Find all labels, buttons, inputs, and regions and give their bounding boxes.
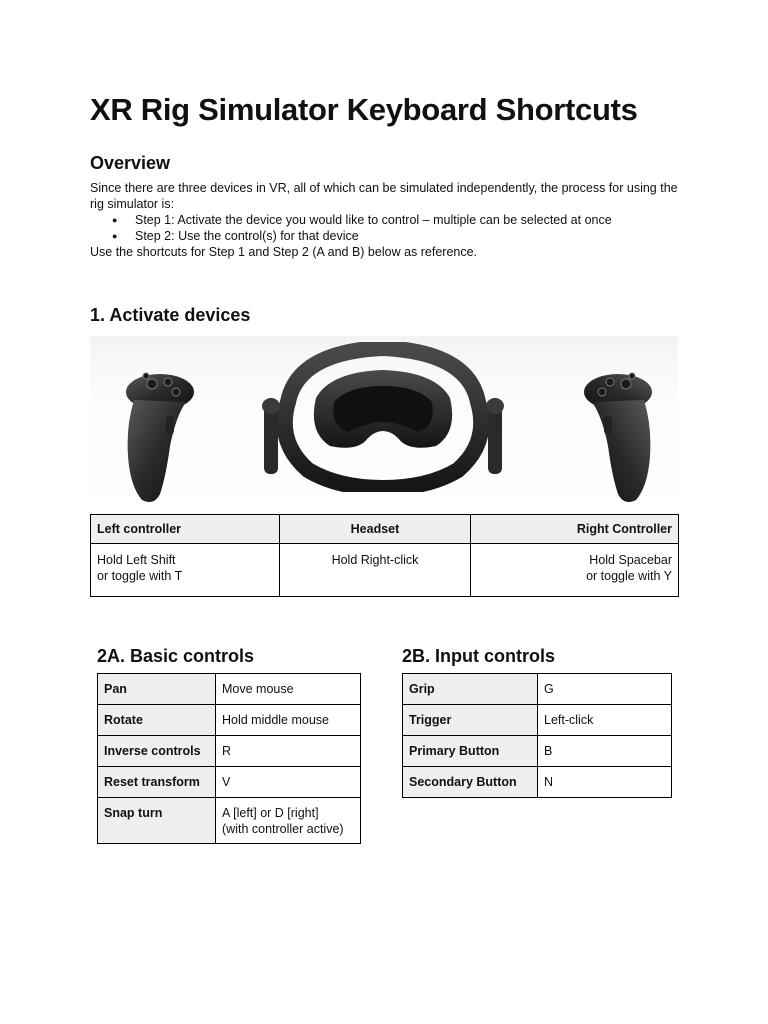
control-name: Snap turn xyxy=(98,798,216,844)
table-header-row xyxy=(91,515,679,544)
activate-devices-table xyxy=(90,514,679,597)
left-controller-shortcut: Hold Left Shift or toggle with T xyxy=(91,544,280,597)
page-title: XR Rig Simulator Keyboard Shortcuts xyxy=(90,92,638,127)
column-header-left-controller: Left controller xyxy=(91,515,280,544)
table-row xyxy=(98,736,361,767)
right-controller-shortcut: Hold Spacebar or toggle with Y xyxy=(471,544,679,597)
overview-intro: Since there are three devices in VR, all of which can be simulated independently, the process for using the rig simulator is: xyxy=(90,181,678,211)
table-row xyxy=(98,674,361,705)
activate-heading: 1. Activate devices xyxy=(90,305,251,325)
table-row xyxy=(91,544,679,597)
control-name: Reset transform xyxy=(98,767,216,798)
headset-shortcut: Hold Right-click xyxy=(279,544,471,597)
input-controls-heading: 2B. Input controls xyxy=(402,646,555,666)
control-name: Secondary Button xyxy=(403,767,538,798)
overview-body xyxy=(90,180,690,260)
control-name: Inverse controls xyxy=(98,736,216,767)
overview-heading: Overview xyxy=(90,153,171,173)
table-row xyxy=(98,705,361,736)
input-controls-table xyxy=(402,673,672,798)
control-name: Pan xyxy=(98,674,216,705)
right-controller-icon xyxy=(576,366,666,506)
control-name: Grip xyxy=(403,674,538,705)
basic-controls-table xyxy=(97,673,361,844)
step-item: ● Step 2: Use the control(s) for that device xyxy=(135,228,690,244)
table-row xyxy=(403,674,672,705)
overview-outro: Use the shortcuts for Step 1 and Step 2 (A and B) below as reference. xyxy=(90,245,478,259)
steps-list xyxy=(90,212,690,244)
step-item: ● Step 1: Activate the device you would like to control – multiple can be selected at once xyxy=(135,212,690,228)
left-controller-icon xyxy=(112,366,202,506)
control-shortcut: V xyxy=(216,767,361,798)
control-name: Trigger xyxy=(403,705,538,736)
control-shortcut: Left-click xyxy=(538,705,672,736)
control-shortcut: Hold middle mouse xyxy=(216,705,361,736)
control-shortcut: N xyxy=(538,767,672,798)
control-shortcut: A [left] or D [right] (with controller active) xyxy=(216,798,361,844)
table-row xyxy=(403,705,672,736)
table-row xyxy=(98,798,361,844)
column-header-headset: Headset xyxy=(279,515,471,544)
table-row xyxy=(403,736,672,767)
table-row xyxy=(403,767,672,798)
table-row xyxy=(98,767,361,798)
control-name: Rotate xyxy=(98,705,216,736)
control-shortcut: R xyxy=(216,736,361,767)
column-header-right-controller: Right Controller xyxy=(471,515,679,544)
control-name: Primary Button xyxy=(403,736,538,767)
basic-controls-heading: 2A. Basic controls xyxy=(97,646,255,666)
control-shortcut: B xyxy=(538,736,672,767)
headset-icon xyxy=(258,342,508,492)
control-shortcut: Move mouse xyxy=(216,674,361,705)
devices-illustration xyxy=(90,336,678,508)
control-shortcut: G xyxy=(538,674,672,705)
